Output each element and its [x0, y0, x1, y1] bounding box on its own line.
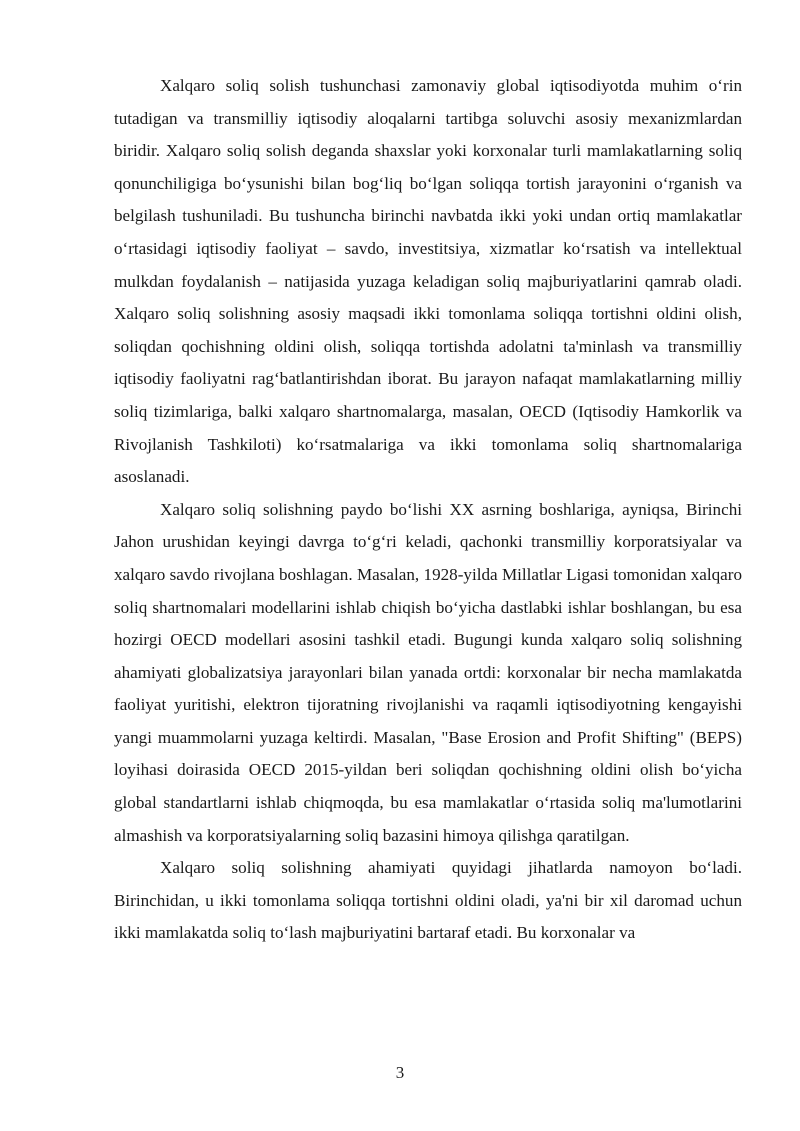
paragraph-2: Xalqaro soliq solishning paydo bo‘lishi XX asrning boshlariga, ayniqsa, Birinchi Jahon urushidan keyingi davrga to‘g‘ri keladi, qachonki transmilliy korporatsiyalar va xalqaro savdo rivojlana boshlagan. Masalan, 1928-yilda Millatlar Ligasi tomonidan xalqaro soliq shartnomalari modellarini ishlab chiqish bo‘yicha dastlabki ishlar boshlangan, bu esa hozirgi OECD modellari asosini tashkil etadi. Bugungi kunda xalqaro soliq solishning ahamiyati globalizatsiya jarayonlari bilan yanada ortdi: korxonalar bir necha mamlakatda faoliyat yuritishi, elektron tijoratning rivojlanishi va raqamli iqtisodiyotning kengayishi yangi muammolarni yuzaga keltirdi. Masalan, "Base Erosion and Profit Shifting" (BEPS) loyihasi doirasida OECD 2015-yildan beri soliqdan qochishning oldini olish bo‘yicha global standartlarni ishlab chiqmoqda, bu esa mamlakatlar o‘rtasida soliq ma'lumotlarini almashish va korporatsiyalarning soliq bazasini himoya qilishga qaratilgan.	[114, 499, 742, 845]
paragraph-1: Xalqaro soliq solish tushunchasi zamonaviy global iqtisodiyotda muhim o‘rin tutadigan va transmilliy iqtisodiy aloqalarni tartibga soluvchi asosiy mexanizmlardan biridir. Xalqaro soliq solish deganda shaxslar yoki korxonalar turli mamlakatlarning soliq qonunchiligiga bo‘ysunishi bilan bog‘liq bo‘lgan soliqqa tortish jarayonini o‘rganish va belgilash tushuniladi. Bu tushuncha birinchi navbatda ikki yoki undan ortiq mamlakatlar o‘rtasidagi iqtisodiy faoliyat – savdo, investitsiya, xizmatlar ko‘rsatish va intellektual mulkdan foydalanish – natijasida yuzaga keladigan soliq majburiyatlarini qamrab oladi. Xalqaro soliq solishning asosiy maqsadi ikki tomonlama soliqqa tortishni oldini olish, soliqdan qochishning oldini olish, soliqqa tortishda adolatni ta'minlash va transmilliy iqtisodiy faoliyatni rag‘batlantirishdan iborat. Bu jarayon nafaqat mamlakatlarning milliy soliq tizimlariga, balki xalqaro shartnomalarga, masalan, OECD (Iqtisodiy Hamkorlik va Rivojlanish Tashkiloti) ko‘rsatmalariga va ikki tomonlama soliq shartnomalariga asoslanadi.	[114, 76, 742, 487]
page-number: 3	[395, 1063, 405, 1082]
paragraph-3: Xalqaro soliq solishning ahamiyati quyidagi jihatlarda namoyon bo‘ladi. Birinchidan, u ikki tomonlama soliqqa tortishni oldini oladi, ya'ni bir xil daromad uchun ikki mamlakatda soliq to‘lash majburiyatini bartaraf etadi. Bu korxonalar va	[114, 858, 742, 943]
document-body	[114, 70, 742, 950]
